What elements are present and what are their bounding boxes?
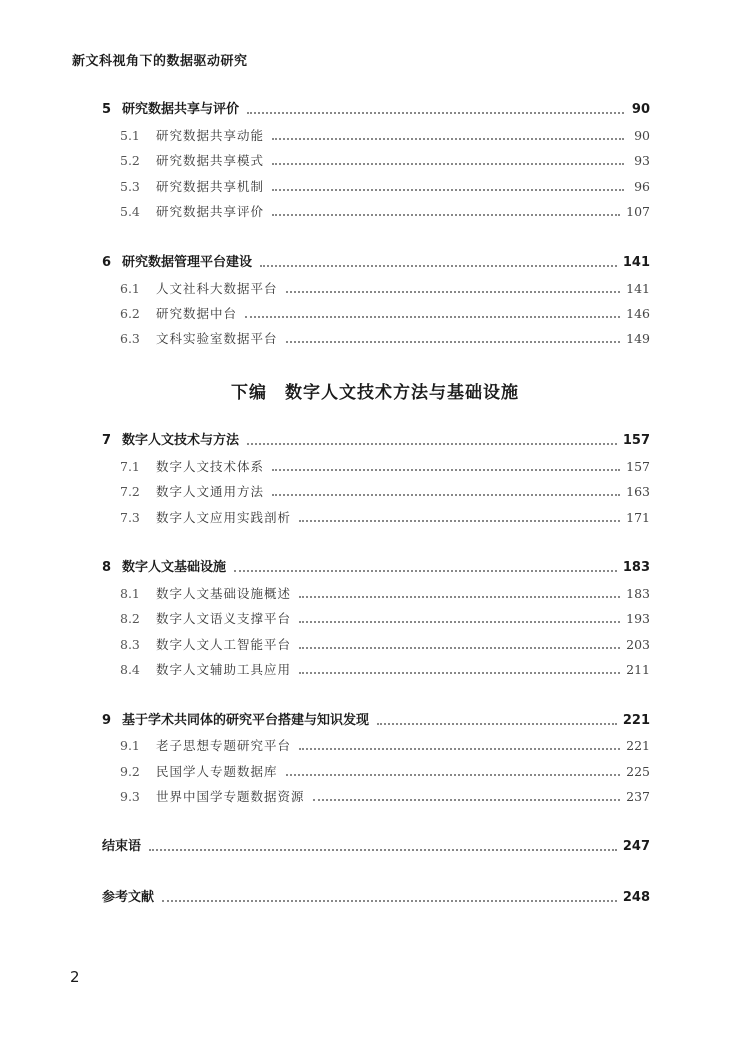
- chapter-number: 6: [102, 255, 112, 270]
- toc-section-7-2[interactable]: [102, 481, 650, 501]
- section-number: 9.2: [120, 764, 140, 779]
- section-number: 6.1: [120, 281, 140, 296]
- chapter-title: 数字人文技术与方法: [122, 433, 240, 448]
- dot-leader: [299, 671, 620, 674]
- page-number: 248: [622, 890, 650, 905]
- page-number: 221: [622, 713, 650, 728]
- references-title: 参考文献: [102, 890, 155, 905]
- conclusion-title: 结束语: [102, 839, 142, 854]
- page-number: 211: [626, 662, 650, 677]
- dot-leader: [272, 188, 624, 191]
- page-number: 149: [626, 331, 650, 346]
- page-number: 146: [626, 306, 650, 321]
- dot-leader: [313, 798, 621, 801]
- page-number: 93: [634, 153, 650, 168]
- section-number: 5.1: [120, 128, 140, 143]
- folio-page-number: 2: [70, 968, 80, 986]
- chapter-number: 8: [102, 560, 112, 575]
- toc-section-9-2[interactable]: [102, 761, 650, 781]
- toc-section-7-1[interactable]: [102, 456, 650, 476]
- section-title: 数字人文基础设施概述: [156, 586, 292, 601]
- section-title: 数字人文技术体系: [156, 459, 265, 474]
- page-number: 141: [626, 281, 650, 296]
- dot-leader: [272, 162, 624, 165]
- section-number: 8.2: [120, 611, 140, 626]
- page-number: 247: [622, 839, 650, 854]
- toc-section-5-4[interactable]: [102, 201, 650, 221]
- chapter-title: 研究数据共享与评价: [122, 102, 240, 117]
- section-title: 数字人文辅助工具应用: [156, 662, 292, 677]
- section-title: 民国学人专题数据库: [156, 764, 278, 779]
- dot-leader: [247, 111, 624, 114]
- section-number: 8.3: [120, 637, 140, 652]
- dot-leader: [272, 137, 624, 140]
- chapter-number: 9: [102, 713, 112, 728]
- section-title: 数字人文语义支撑平台: [156, 611, 292, 626]
- section-title: 研究数据共享机制: [156, 179, 265, 194]
- dot-leader: [299, 519, 620, 522]
- page-number: 171: [626, 510, 650, 525]
- toc-chapter-7[interactable]: [102, 430, 650, 450]
- dot-leader: [260, 264, 617, 267]
- dot-leader: [272, 493, 620, 496]
- toc-section-8-1[interactable]: [102, 583, 650, 603]
- toc-section-5-2[interactable]: [102, 150, 650, 170]
- section-title: 人文社科大数据平台: [156, 281, 278, 296]
- toc-section-5-3[interactable]: [102, 176, 650, 196]
- section-title: 数字人文通用方法: [156, 484, 265, 499]
- toc-section-8-4[interactable]: [102, 659, 650, 679]
- dot-leader: [234, 569, 617, 572]
- dot-leader: [162, 899, 617, 902]
- toc-section-5-1[interactable]: [102, 125, 650, 145]
- toc-chapter-9[interactable]: [102, 710, 650, 730]
- page-number: 163: [626, 484, 650, 499]
- dot-leader: [245, 315, 620, 318]
- section-number: 6.3: [120, 331, 140, 346]
- page-number: 141: [622, 255, 650, 270]
- dot-leader: [272, 468, 620, 471]
- page-number: 96: [634, 179, 650, 194]
- page-number: 183: [622, 560, 650, 575]
- section-title: 老子思想专题研究平台: [156, 738, 292, 753]
- section-title: 研究数据中台: [156, 306, 238, 321]
- chapter-number: 5: [102, 102, 112, 117]
- section-number: 7.3: [120, 510, 140, 525]
- section-number: 5.4: [120, 204, 140, 219]
- toc-section-6-1[interactable]: [102, 278, 650, 298]
- dot-leader: [286, 290, 621, 293]
- section-title: 研究数据共享评价: [156, 204, 265, 219]
- section-number: 5.2: [120, 153, 140, 168]
- toc-chapter-6[interactable]: [102, 252, 650, 272]
- page-number: 237: [626, 789, 650, 804]
- toc-references[interactable]: [102, 887, 650, 907]
- section-title: 数字人文应用实践剖析: [156, 510, 292, 525]
- dot-leader: [299, 747, 620, 750]
- toc-section-8-3[interactable]: [102, 634, 650, 654]
- page-number: 221: [626, 738, 650, 753]
- section-number: 8.1: [120, 586, 140, 601]
- section-number: 6.2: [120, 306, 140, 321]
- page-number: 193: [626, 611, 650, 626]
- chapter-number: 7: [102, 433, 112, 448]
- page-number: 90: [631, 102, 650, 117]
- toc-section-9-1[interactable]: [102, 735, 650, 755]
- chapter-title: 研究数据管理平台建设: [122, 255, 253, 270]
- toc-chapter-8[interactable]: [102, 557, 650, 577]
- chapter-title: 数字人文基础设施: [122, 560, 227, 575]
- section-number: 7.2: [120, 484, 140, 499]
- toc-section-6-2[interactable]: [102, 303, 650, 323]
- toc-section-9-3[interactable]: [102, 786, 650, 806]
- dot-leader: [286, 773, 621, 776]
- toc-section-6-3[interactable]: [102, 328, 650, 348]
- page-number: 183: [626, 586, 650, 601]
- page-number: 157: [622, 433, 650, 448]
- section-title: 文科实验室数据平台: [156, 331, 278, 346]
- toc-section-8-2[interactable]: [102, 608, 650, 628]
- section-title: 研究数据共享动能: [156, 128, 265, 143]
- chapter-title: 基于学术共同体的研究平台搭建与知识发现: [122, 713, 370, 728]
- section-number: 7.1: [120, 459, 140, 474]
- dot-leader: [299, 646, 620, 649]
- page-number: 225: [626, 764, 650, 779]
- toc-section-7-3[interactable]: [102, 507, 650, 527]
- part-title: 下编 数字人文技术方法与基础设施: [231, 383, 519, 403]
- dot-leader: [286, 340, 621, 343]
- toc-chapter-5[interactable]: [102, 99, 650, 119]
- toc-conclusion[interactable]: [102, 836, 650, 856]
- dot-leader: [299, 620, 620, 623]
- dot-leader: [272, 213, 620, 216]
- page-number: 107: [626, 204, 650, 219]
- section-number: 8.4: [120, 662, 140, 677]
- section-title: 世界中国学专题数据资源: [156, 789, 305, 804]
- dot-leader: [149, 848, 617, 851]
- page-number: 157: [626, 459, 650, 474]
- dot-leader: [299, 595, 620, 598]
- page-number: 203: [626, 637, 650, 652]
- section-title: 数字人文人工智能平台: [156, 637, 292, 652]
- section-number: 9.1: [120, 738, 140, 753]
- section-title: 研究数据共享模式: [156, 153, 265, 168]
- running-head: 新文科视角下的数据驱动研究: [72, 54, 248, 69]
- page-number: 90: [634, 128, 650, 143]
- section-number: 9.3: [120, 789, 140, 804]
- dot-leader: [377, 722, 617, 725]
- dot-leader: [247, 442, 617, 445]
- section-number: 5.3: [120, 179, 140, 194]
